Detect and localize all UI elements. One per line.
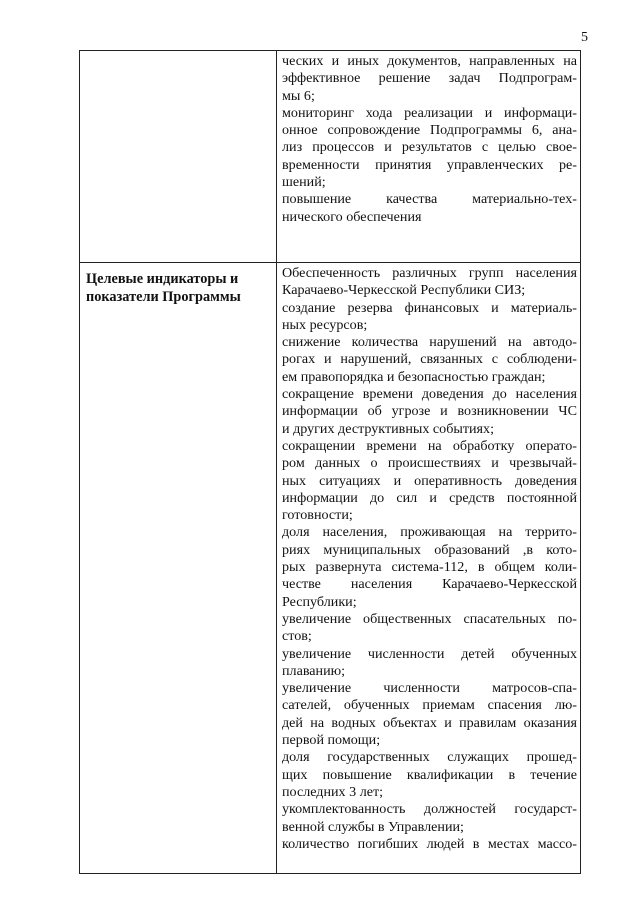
text-line: ем правопорядка и безопасностью граждан; [282, 368, 546, 385]
text-line: ром данных о происшествиях и чрезвычай- [282, 455, 577, 472]
text-line: дей на водных объектах и правилам оказания [282, 714, 577, 731]
text-line: риях муниципальных образований ,в кото- [282, 541, 577, 558]
table-row [80, 263, 581, 874]
text-line: готовности; [282, 507, 353, 524]
row-content [282, 53, 577, 226]
text-line: сокращении времени на обработку операто- [282, 437, 577, 454]
row-content-cell [277, 51, 581, 263]
text-line: снижение количества нарушений на автодо- [282, 334, 577, 351]
text-line: венной службы в Управлении; [282, 818, 464, 835]
text-line: сокращение времени доведения до населения [282, 386, 577, 403]
text-line: увеличение численности детей обученных [282, 645, 577, 662]
text-line: увеличение общественных спасательных по- [282, 610, 577, 627]
text-line: шений; [282, 174, 326, 191]
text-line: повышение качества материально-тех- [282, 191, 577, 208]
row-label [86, 271, 270, 306]
text-line: нического обеспечения [282, 208, 422, 225]
text-line: ных ресурсов; [282, 316, 368, 333]
text-line: укомплектованность должностей государст- [282, 801, 577, 818]
text-line: ных ситуациях и оперативность доведения [282, 472, 577, 489]
text-line: честве населения Карачаево-Черкесской [282, 576, 577, 593]
label-line: Целевые индикаторы и [86, 271, 239, 287]
text-line: временности принятия управленческих ре- [282, 156, 577, 173]
text-line: плаванию; [282, 662, 346, 679]
program-passport-table [79, 50, 581, 874]
text-line: количество погибших людей в местах массо- [282, 835, 577, 852]
row-content [282, 265, 577, 853]
text-line: онное сопровождение Подпрограммы 6, ана- [282, 122, 577, 139]
text-line: первой помощи; [282, 732, 381, 749]
label-line: показатели Программы [86, 288, 241, 305]
text-line: доля государственных служащих прошед- [282, 749, 577, 766]
text-line: доля населения, проживающая на террито- [282, 524, 577, 541]
text-line: сателей, обученных приемам спасения лю- [282, 697, 577, 714]
text-line: мониторинг хода реализации и информаци- [282, 104, 577, 121]
text-line: Республики; [282, 593, 357, 610]
text-line: создание резерва финансовых и материаль- [282, 299, 577, 316]
text-line: мы 6; [282, 87, 315, 104]
text-line: эффективное решение задач Подпрограм- [282, 70, 577, 87]
text-line: увеличение численности матросов-спа- [282, 680, 577, 697]
row-content-cell [277, 263, 581, 874]
text-line: ческих и иных документов, направленных на [282, 53, 577, 69]
text-line: Карачаево-Черкесской Республики СИЗ; [282, 282, 526, 299]
text-line: информации до сил и средств постоянной [282, 489, 577, 506]
page-number: 5 [581, 30, 588, 45]
text-line: рых развернута система-112, в общем коли- [282, 559, 577, 576]
text-line: стов; [282, 628, 312, 645]
text-line: щих повышение квалификации в течение [282, 766, 577, 783]
text-line: последних 3 лет; [282, 783, 384, 800]
text-line: Обеспеченность различных групп населения [282, 265, 577, 281]
row-label-cell [80, 51, 277, 263]
text-line: рогах и нарушений, связанных с соблюдени- [282, 351, 577, 368]
text-line: информации об угрозе и возникновении ЧС [282, 403, 577, 420]
text-line: лиз процессов и результатов с целью свое- [282, 139, 577, 156]
table-row [80, 51, 581, 263]
row-label-cell [80, 263, 277, 874]
text-line: и других деструктивных событиях; [282, 420, 494, 437]
